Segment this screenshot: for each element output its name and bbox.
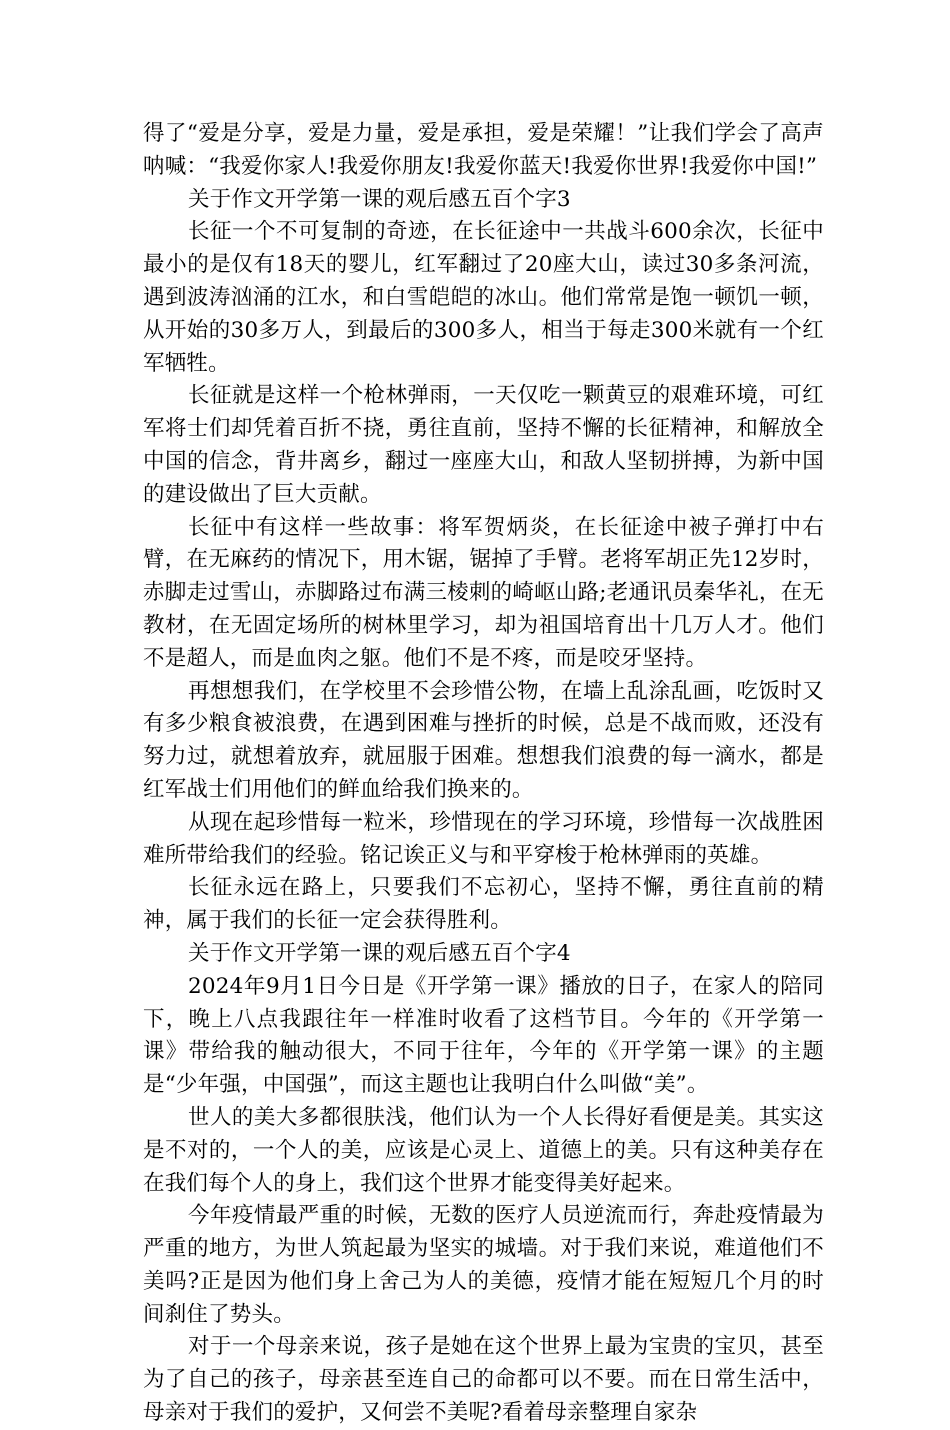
paragraph: 对于一个母亲来说，孩子是她在这个世界上最为宝贵的宝贝，甚至为了自己的孩子，母亲甚至连自己的命都可以不要。而在日常生活中，母亲对于我们的爱护，又何尝不美呢?看着母亲整理自家杂 xyxy=(143,1334,824,1426)
paragraph: 今年疫情最严重的时候，无数的医疗人员逆流而行，奔赴疫情最为严重的地方，为世人筑起最为坚实的城墙。对于我们来说，难道他们不美吗?正是因为他们身上舍己为人的美德，疫情才能在短短几个月的时间刹住了势头。 xyxy=(143,1203,824,1327)
paragraph: 长征一个不可复制的奇迹，在长征途中一共战斗600余次，长征中最小的是仅有18天的婴儿，红军翻过了20座大山，读过30多条河流，遇到波涛汹涌的江水，和白雪皑皑的冰山。他们常常是饱一顿饥一顿，从开始的30多万人，到最后的300多人，相当于每走300米就有一个红军牺牲。 xyxy=(143,219,824,376)
paragraph: 长征永远在路上，只要我们不忘初心，坚持不懈，勇往直前的精神，属于我们的长征一定会获得胜利。 xyxy=(143,875,824,934)
paragraph-continuation: 得了“爱是分享，爱是力量，爱是承担，爱是荣耀！”让我们学会了高声呐喊：“我爱你家人!我爱你朋友!我爱你蓝天!我爱你世界!我爱你中国!” xyxy=(143,121,824,179)
paragraph: 长征中有这样一些故事：将军贺炳炎，在长征途中被子弹打中右臂，在无麻药的情况下，用木锯，锯掉了手臂。老将军胡正先12岁时，赤脚走过雪山，赤脚路过布满三棱刺的崎岖山路;老通讯员秦华礼，在无教材，在无固定场所的树林里学习，却为祖国培育出十几万人才。他们不是超人，而是血肉之躯。他们不是不疼，而是咬牙坚持。 xyxy=(143,514,824,671)
section-heading-3: 关于作文开学第一课的观后感五百个字3 xyxy=(188,186,571,212)
paragraph: 长征就是这样一个枪林弹雨，一天仅吃一颗黄豆的艰难环境，可红军将士们却凭着百折不挠，勇往直前，坚持不懈的长征精神，和解放全中国的信念，背井离乡，翻过一座座大山，和敌人坚韧拼搏，为新中国的建设做出了巨大贡献。 xyxy=(143,383,824,507)
section-heading-4: 关于作文开学第一课的观后感五百个字4 xyxy=(188,940,571,966)
paragraph: 再想想我们，在学校里不会珍惜公物，在墙上乱涂乱画，吃饭时又有多少粮食被浪费，在遇到困难与挫折的时候，总是不战而败，还没有努力过，就想着放弃，就屈服于困难。想想我们浪费的每一滴水，都是红军战士们用他们的鲜血给我们换来的。 xyxy=(143,678,824,802)
paragraph: 世人的美大多都很肤浅，他们认为一个人长得好看便是美。其实这是不对的，一个人的美，应该是心灵上、道德上的美。只有这种美存在在我们每个人的身上，我们这个世界才能变得美好起来。 xyxy=(143,1104,824,1196)
paragraph: 从现在起珍惜每一粒米，珍惜现在的学习环境，珍惜每一次战胜困难所带给我们的经验。铭记诶正义与和平穿梭于枪林弹雨的英雄。 xyxy=(143,809,824,868)
paragraph: 2024年9月1日今日是《开学第一课》播放的日子，在家人的陪同下，晚上八点我跟往年一样准时收看了这档节目。今年的《开学第一课》带给我的触动很大，不同于往年，今年的《开学第一课》的主题是“少年强，中国强”，而这主题也让我明白什么叫做“美”。 xyxy=(143,973,824,1098)
